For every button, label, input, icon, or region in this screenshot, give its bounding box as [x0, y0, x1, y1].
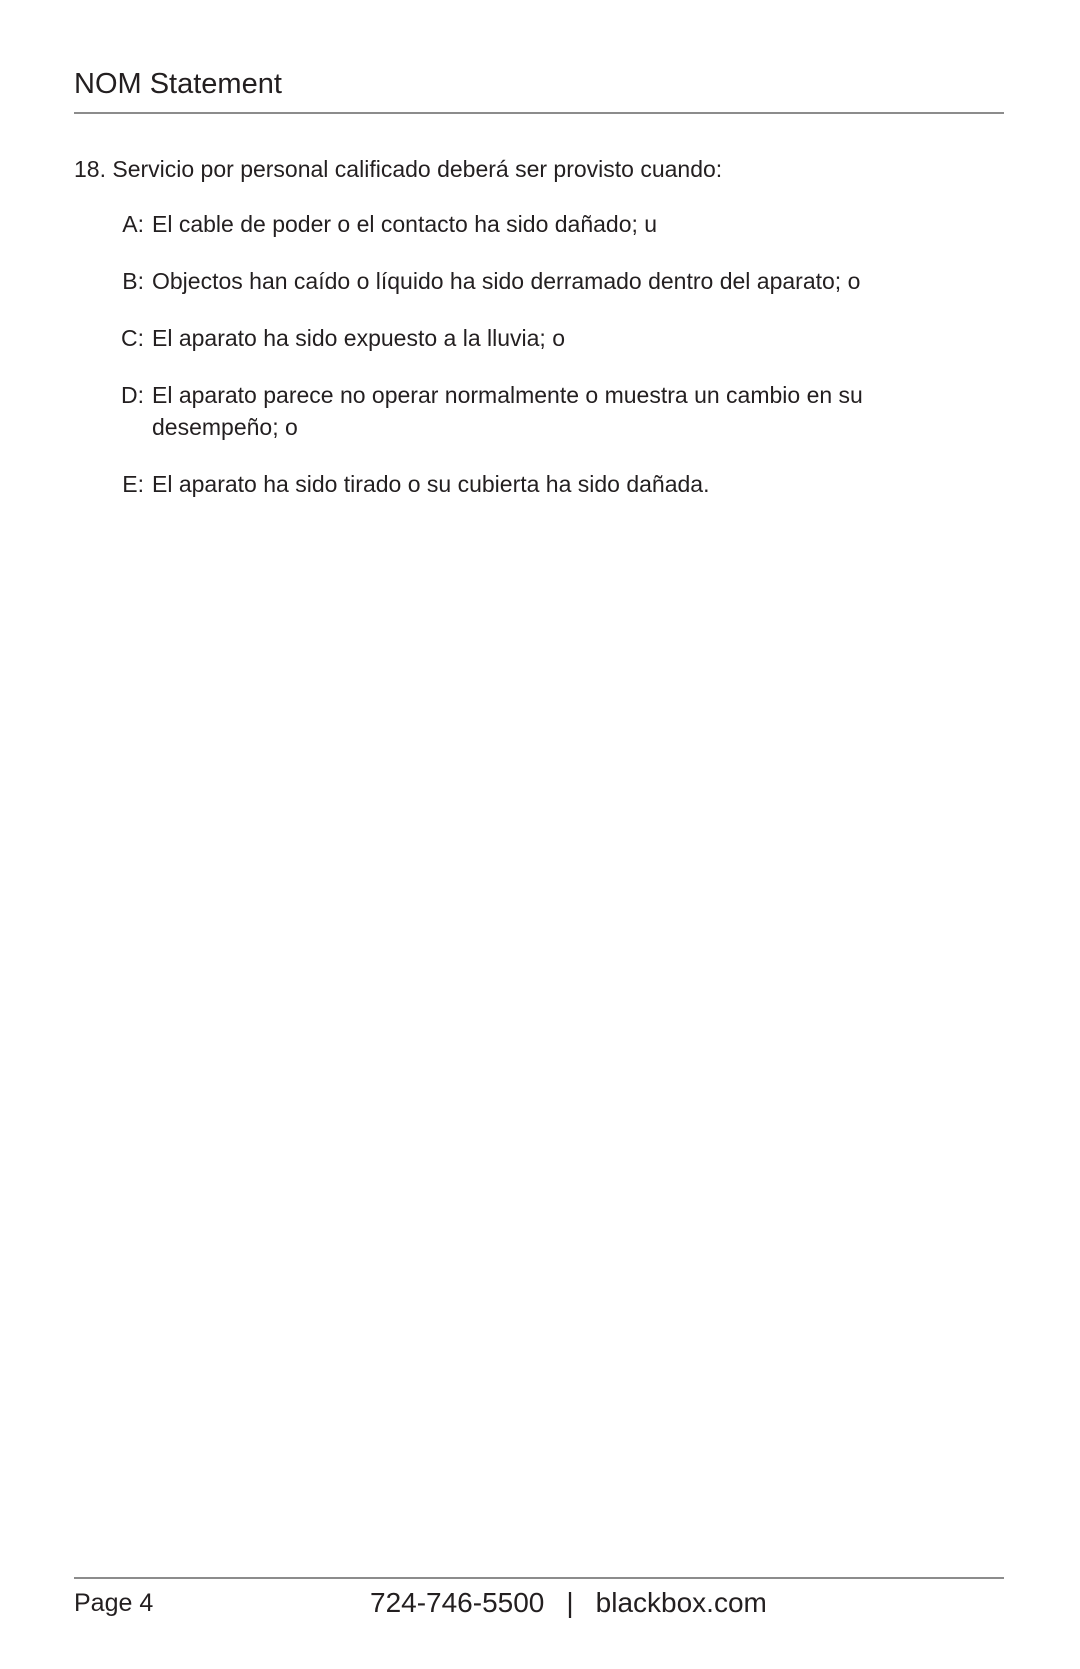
- sub-item-text: Objectos han caído o líquido ha sido derramado dentro del aparato; o: [152, 268, 861, 294]
- sub-item-letter: E:: [122, 471, 144, 497]
- sub-item-text: El aparato ha sido expuesto a la lluvia; o: [152, 325, 565, 351]
- footer-divider: [74, 1577, 1004, 1579]
- main-content: [74, 153, 974, 525]
- sub-item-b: [74, 265, 974, 297]
- footer-contact: [370, 1583, 767, 1623]
- sub-item-letter: B:: [122, 268, 144, 294]
- sub-item-a: [74, 208, 974, 240]
- phone-number: 724-746-5500: [370, 1587, 545, 1618]
- header-divider: [74, 112, 1004, 114]
- website-link[interactable]: blackbox.com: [595, 1587, 767, 1618]
- sub-item-letter: A:: [122, 211, 144, 237]
- sub-item-letter: D:: [121, 382, 144, 408]
- sub-item-list: [74, 208, 974, 500]
- page-header: [74, 66, 1004, 114]
- sub-item-letter: C:: [121, 325, 144, 351]
- sub-item-e: [74, 468, 974, 500]
- sub-item-text: El cable de poder o el contacto ha sido dañado; u: [152, 211, 658, 237]
- footer-separator: |: [566, 1587, 574, 1618]
- sub-item-text: El aparato ha sido tirado o su cubierta ha sido dañada.: [152, 471, 710, 497]
- item-18-intro: 18. Servicio por personal calificado deberá ser provisto cuando:: [74, 156, 723, 182]
- sub-item-c: [74, 322, 974, 354]
- sub-item-text: El aparato parece no operar normalmente o muestra un cambio en su desempeño; o: [152, 382, 863, 440]
- page-number: Page 4: [74, 1589, 154, 1617]
- page-title: NOM Statement: [74, 68, 282, 100]
- page-footer: [74, 1585, 1004, 1625]
- sub-item-d: [74, 379, 974, 443]
